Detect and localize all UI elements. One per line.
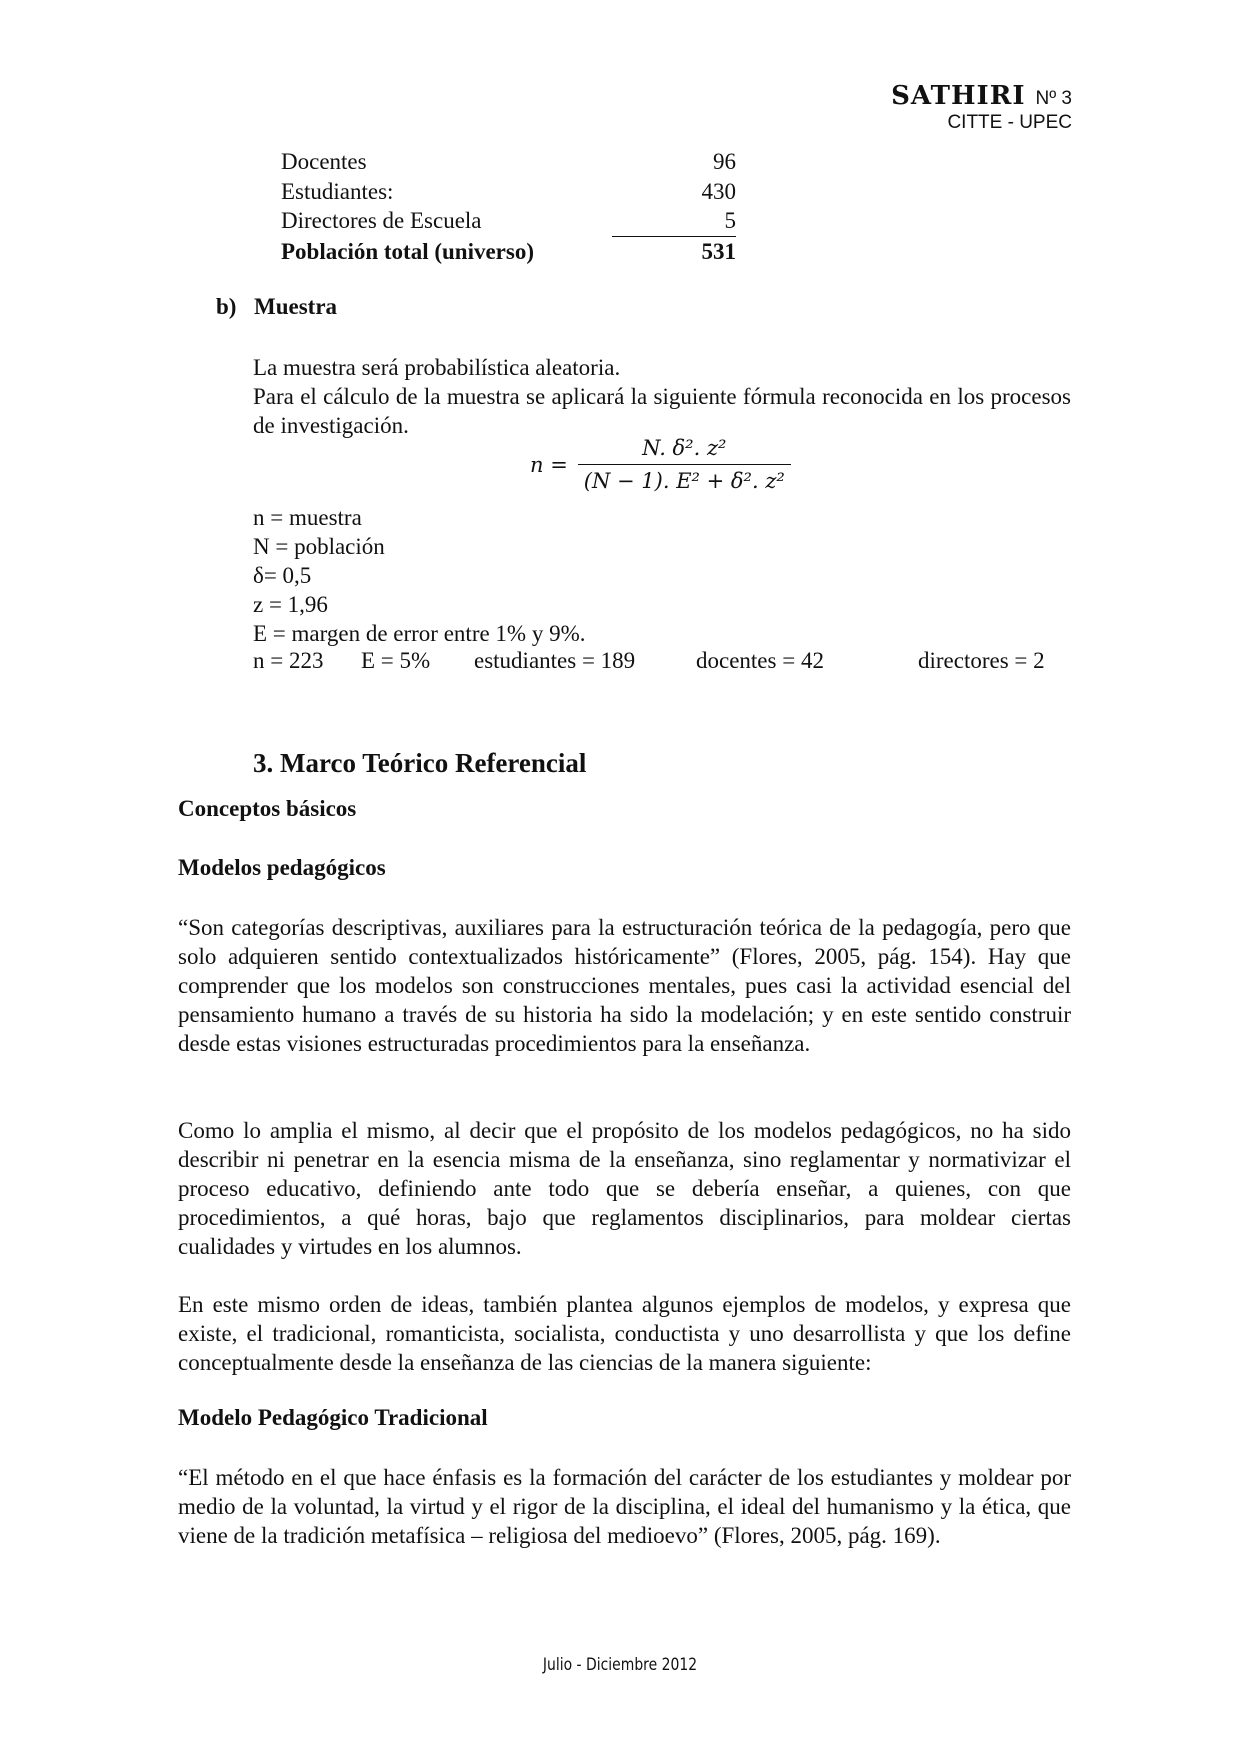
table-total-row — [281, 237, 736, 267]
sample-intro — [253, 353, 1071, 440]
sample-summary — [253, 648, 1083, 674]
row-value: 430 — [701, 178, 736, 204]
subheading-tradicional: Modelo Pedagógico Tradicional — [178, 1405, 488, 1430]
row-label: Directores de Escuela — [281, 208, 482, 233]
journal-number: Nº 3 — [1035, 88, 1072, 109]
summary-item: docentes = 42 — [696, 648, 824, 673]
paragraph: Como lo amplia el mismo, al decir que el propósito de los modelos pedagógicos, no ha sido describir ni penetrar en la esencia misma de la enseñanza, sino reglamentar y normativizar el proceso educativo, definiendo ante todo que se debería enseñar, a quienes, con que procedimientos, a qué horas, bajo que reglamentos disciplinarios, para moldear ciertas cualidades y virtudes en los alumnos. — [178, 1118, 1071, 1259]
section-3-title: 3. Marco Teórico Referencial — [253, 748, 587, 778]
intro-line: Para el cálculo de la muestra se aplicará la siguiente fórmula reconocida en los procesos de investigación. — [253, 384, 1071, 438]
summary-item: estudiantes = 189 — [474, 648, 636, 673]
definition-line: E = margen de error entre 1% y 9%. — [253, 621, 586, 646]
journal-name: SATHIRI — [891, 81, 1026, 111]
row-value: 5 — [612, 206, 736, 237]
section-title: Muestra — [254, 294, 338, 319]
definition-line: δ= 0,5 — [253, 563, 312, 588]
sample-formula — [530, 436, 791, 493]
population-table — [281, 147, 736, 266]
definition-line: n = muestra — [253, 505, 362, 530]
definition-line: N = población — [253, 534, 385, 559]
formula-lhs: n = — [530, 452, 568, 477]
definition-line: z = 1,96 — [253, 592, 328, 617]
row-value: 96 — [713, 149, 736, 174]
summary-item: n = 223 — [253, 648, 324, 673]
formula-denominator: (N − 1). E² + δ². z² — [578, 464, 791, 493]
list-marker: b) — [216, 294, 237, 319]
summary-item: E = 5% — [361, 648, 431, 673]
variable-definitions — [253, 503, 586, 648]
subheading-modelos: Modelos pedagógicos — [178, 855, 386, 880]
paragraph: En este mismo orden de ideas, también plantea algunos ejemplos de modelos, y expresa que existe, el tradicional, romanticista, socialista, conductista y uno desarrollista y que los define conceptualmente desde la enseñanza de las ciencias de la manera siguiente: — [178, 1292, 1071, 1375]
total-label: Población total (universo) — [281, 238, 534, 264]
table-row — [281, 206, 736, 237]
total-value: 531 — [701, 238, 736, 264]
journal-header — [891, 82, 1072, 134]
page-footer: Julio - Diciembre 2012 — [542, 1655, 698, 1675]
table-row — [281, 147, 736, 177]
section-b-heading — [216, 294, 337, 320]
summary-item: directores = 2 — [918, 648, 1045, 673]
intro-line: La muestra será probabilística aleatoria. — [253, 355, 621, 380]
journal-institution: CITTE - UPEC — [947, 111, 1072, 133]
formula-numerator: N. δ². z² — [642, 436, 727, 460]
row-label: Docentes — [281, 149, 367, 174]
subheading-conceptos: Conceptos básicos — [178, 796, 357, 821]
table-row — [281, 177, 736, 207]
formula-fraction — [578, 436, 791, 493]
paragraph: “El método en el que hace énfasis es la formación del carácter de los estudiantes y moldear por medio de la voluntad, la virtud y el rigor de la disciplina, el ideal del humanismo y la ética, que viene de la tradición metafísica – religiosa del medioevo” (Flores, 2005, pág. 169). — [178, 1465, 1071, 1548]
paragraph: “Son categorías descriptivas, auxiliares para la estructuración teórica de la pedagogía, pero que solo adquieren sentido contextualizados históricamente” (Flores, 2005, pág. 154). Hay que comprender que los modelos son construcciones mentales, pues casi la actividad esencial del pensamiento humano a través de su historia ha sido la modelación; y en este sentido construir desde estas visiones estructuradas procedimientos para la enseñanza. — [178, 915, 1071, 1056]
row-label: Estudiantes: — [281, 178, 394, 204]
